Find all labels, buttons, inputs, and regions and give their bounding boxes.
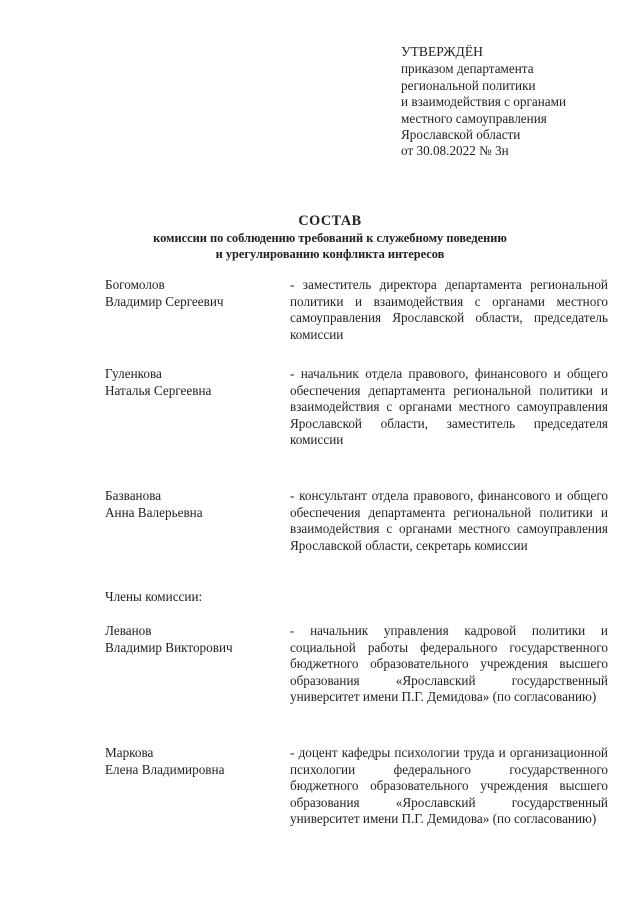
approval-date: от 30.08.2022 № 3н	[401, 143, 509, 159]
approval-line: и взаимодействия с органами	[401, 94, 567, 110]
member-name	[105, 366, 275, 399]
member-surname: Базванова	[105, 488, 162, 503]
approval-line: Ярославской области	[401, 127, 521, 143]
document-heading	[110, 213, 550, 262]
member-role: - консультант отдела правового, финансового и общего обеспечения департамента региональной политики и взаимодействия с органами местного самоуправления Ярославской области, секретарь комиссии	[290, 488, 608, 553]
member-role: - доцент кафедры психологии труда и организационной психологии федерального государственного бюджетного образовательного учреждения высшего образования «Ярославский государственный университет имени П.Г. Демидова» (по согласованию)	[290, 745, 608, 827]
approval-line: местного самоуправления	[401, 110, 547, 126]
member-role: - заместитель директора департамента региональной политики и взаимодействия с органами местного самоуправления Ярославской области, председатель комиссии	[290, 277, 608, 342]
member-given-names: Владимир Викторович	[105, 639, 233, 655]
member-name	[105, 745, 275, 778]
member-given-names: Анна Валерьевна	[105, 504, 203, 520]
member-surname: Маркова	[105, 745, 154, 760]
member-given-names: Наталья Сергеевна	[105, 382, 212, 398]
approval-line: региональной политики	[401, 77, 536, 93]
members-section-label: Члены комиссии:	[105, 589, 203, 604]
member-surname: Леванов	[105, 623, 152, 638]
member-given-names: Елена Владимировна	[105, 761, 225, 777]
member-name	[105, 488, 275, 521]
member-role: - начальник отдела правового, финансового и общего обеспечения департамента региональной политики и взаимодействия с органами местного самоуправления Ярославской области, заместитель председателя комиссии	[290, 366, 608, 448]
member-name	[105, 277, 275, 310]
document-subtitle-line: и урегулированию конфликта интересов	[215, 247, 445, 262]
approval-line: приказом департамента	[401, 61, 534, 77]
document-subtitle-line: комиссии по соблюдению требований к служебному поведению	[153, 231, 507, 245]
member-surname: Гуленкова	[105, 366, 162, 381]
member-given-names: Владимир Сергеевич	[105, 293, 224, 309]
member-role: - начальник управления кадровой политики и социальной работы федерального государственного бюджетного образовательного учреждения высшего образования «Ярославский государственный университет имени П.Г. Демидова» (по согласованию)	[290, 623, 608, 705]
approval-stamp-title: УТВЕРЖДЁН	[401, 44, 483, 59]
member-surname: Богомолов	[105, 277, 165, 292]
approval-block	[401, 44, 611, 160]
member-name	[105, 623, 275, 656]
document-title: СОСТАВ	[298, 213, 362, 229]
